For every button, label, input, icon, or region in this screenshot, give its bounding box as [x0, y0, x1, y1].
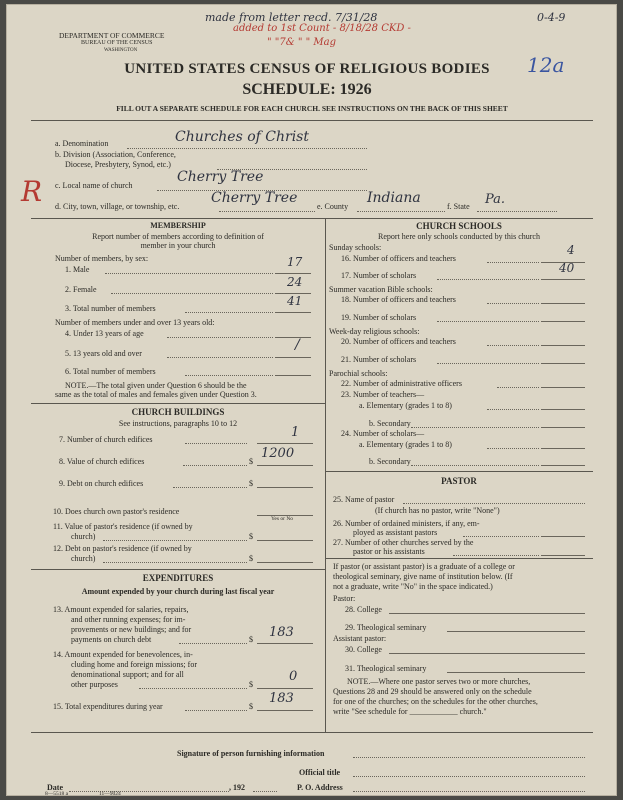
q26-label-1: 26. Number of ordained ministers, if any, em-	[333, 519, 480, 528]
q24-label: 24. Number of scholars—	[341, 429, 425, 438]
q7-label: 7. Number of church edifices	[59, 435, 153, 444]
bureau-city: WASHINGTON	[104, 48, 138, 53]
q24b-label: b. Secondary	[369, 457, 411, 466]
q21-label: 21. Number of scholars	[341, 355, 417, 364]
pastor-note-1: NOTE.—Where one pastor serves two or more churches,	[347, 677, 531, 686]
denomination-label: a. Denomination	[55, 139, 109, 148]
expenditures-title: EXPENDITURES	[142, 573, 214, 583]
by-age-heading: Number of members under and over 13 years old:	[55, 318, 215, 327]
q20-label: 20. Number of officers and teachers	[341, 337, 456, 346]
q22-label: 22. Number of administrative officers	[341, 379, 462, 388]
dollar-sign: $	[249, 680, 253, 689]
division-label-2: Diocese, Presbytery, Synod, etc.)	[65, 160, 171, 169]
pastor-note-4: write "See schedule for ____________ church."	[333, 707, 487, 716]
q5-value[interactable]: /	[295, 337, 300, 353]
q18-label: 18. Number of officers and teachers	[341, 295, 456, 304]
dollar-sign: $	[249, 702, 253, 711]
schools-title: CHURCH SCHOOLS	[416, 221, 502, 231]
q23-label: 23. Number of teachers—	[341, 390, 425, 399]
city-value[interactable]: Cherry Tree	[211, 190, 298, 206]
county-value[interactable]: Indiana	[367, 190, 421, 206]
q6-label: 6. Total number of members	[65, 367, 156, 376]
year-label: , 192	[229, 783, 245, 792]
dollar-sign: $	[249, 532, 253, 541]
church-name-label: c. Local name of church	[55, 181, 133, 190]
q13-label-3: provements or new buildings; and for	[71, 625, 192, 634]
state-label: f. State	[447, 202, 470, 211]
q2-label: 2. Female	[65, 285, 97, 294]
q1-value[interactable]: 17	[287, 255, 303, 269]
schools-intro: Report here only schools conducted by this church	[378, 232, 540, 241]
q13-label-2: and other running expenses; for im-	[71, 615, 186, 624]
q13-label-1: 13. Amount expended for salaries, repairs,	[53, 605, 189, 614]
graduate-note-1: If pastor (or assistant pastor) is a graduate of a college or	[333, 562, 515, 571]
yes-no-caption: Yes or No	[271, 516, 294, 522]
membership-intro-2: member in your church	[140, 241, 216, 250]
membership-note-2: same as the total of males and females given under Question 3.	[55, 390, 257, 399]
pastor-title: PASTOR	[441, 476, 477, 486]
q5-label: 5. 13 years old and over	[65, 349, 142, 358]
division-label-1: b. Division (Association, Conference,	[55, 150, 176, 159]
buildings-title: CHURCH BUILDINGS	[131, 407, 225, 417]
summer-heading: Summer vacation Bible schools:	[329, 285, 433, 294]
q30-label: 30. College	[345, 645, 382, 654]
state-value[interactable]: Pa.	[485, 192, 506, 207]
q13-value[interactable]: 183	[269, 625, 294, 640]
q14-label-4: other purposes	[71, 680, 118, 689]
pastor-note-2: Questions 28 and 29 should be answered only on the schedule	[333, 687, 532, 696]
schedule-title: SCHEDULE: 1926	[242, 81, 372, 98]
q29-label: 29. Theological seminary	[345, 623, 427, 632]
census-schedule-page	[6, 4, 617, 796]
q8-value[interactable]: 1200	[261, 446, 295, 461]
pastor-subheading: Pastor:	[333, 594, 356, 603]
expenditures-intro: Amount expended by your church during last fiscal year	[81, 587, 275, 596]
dollar-sign: $	[249, 554, 253, 563]
q14-label-3: denominational support; and for all	[71, 670, 184, 679]
county-label: e. County	[317, 202, 349, 211]
pastor-note-3: for one of the churches; on the schedules for the other churches,	[333, 697, 538, 706]
dollar-sign: $	[249, 479, 253, 488]
graduate-note-3: not a graduate, write "No" in the space indicated.)	[333, 582, 493, 591]
q25-note: (If church has no pastor, write "None")	[375, 506, 500, 515]
handwritten-note-2: added to 1st Count - 8/18/28 CKD -	[233, 23, 411, 34]
graduate-note-2: theological seminary, give name of institution below. (If	[333, 572, 513, 581]
church-name-value[interactable]: Cherry Tree	[177, 169, 264, 185]
bureau-name: BUREAU OF THE CENSUS	[81, 40, 153, 46]
form-title: UNITED STATES CENSUS OF RELIGIOUS BODIES	[124, 61, 490, 77]
assistant-subheading: Assistant pastor:	[333, 634, 387, 643]
parochial-heading: Parochial schools:	[329, 369, 388, 378]
q16-label: 16. Number of officers and teachers	[341, 254, 456, 263]
q11-label-2: church)	[71, 532, 96, 541]
file-code: 0-4-9	[537, 11, 566, 24]
q17-value[interactable]: 40	[559, 261, 575, 275]
dollar-sign: $	[249, 635, 253, 644]
q31-label: 31. Theological seminary	[345, 664, 427, 673]
dept-name: DEPARTMENT OF COMMERCE	[59, 31, 165, 40]
weekday-heading: Week-day religious schools:	[329, 327, 420, 336]
q14-label-2: cluding home and foreign missions; for	[71, 660, 197, 669]
po-address-label: P. O. Address	[297, 783, 343, 792]
q11-label-1: 11. Value of pastor's residence (if owned by	[53, 522, 193, 531]
q17-label: 17. Number of scholars	[341, 271, 417, 280]
q15-label: 15. Total expenditures during year	[53, 702, 163, 711]
q9-label: 9. Debt on church edifices	[59, 479, 144, 488]
q15-value[interactable]: 183	[269, 691, 294, 706]
form-number-2: 11—9024	[99, 791, 121, 797]
membership-title: MEMBERSHIP	[150, 221, 206, 230]
q25-label: 25. Name of pastor	[333, 495, 395, 504]
official-title-label: Official title	[299, 768, 341, 777]
by-sex-heading: Number of members, by sex:	[55, 254, 149, 263]
q27-label-1: 27. Number of other churches served by the	[333, 538, 474, 547]
q8-label: 8. Value of church edifices	[59, 457, 145, 466]
membership-intro-1: Report number of members according to definition of	[92, 232, 264, 241]
date-label: Date	[47, 783, 63, 792]
buildings-intro: See instructions, paragraphs 10 to 12	[118, 419, 238, 428]
signature-label: Signature of person furnishing information	[177, 749, 325, 758]
form-number: 8—5518 a	[45, 791, 69, 797]
q2-value[interactable]: 24	[287, 275, 303, 289]
q14-label-1: 14. Amount expended for benevolences, in-	[53, 650, 193, 659]
q14-value[interactable]: 0	[289, 669, 298, 684]
instruction-line: FILL OUT A SEPARATE SCHEDULE FOR EACH CHURCH. SEE INSTRUCTIONS ON THE BACK OF THIS SHEET	[116, 104, 508, 113]
handwritten-note-3: " "7& " " Mag	[267, 37, 336, 48]
dollar-sign: $	[249, 457, 253, 466]
q4-label: 4. Under 13 years of age	[65, 329, 144, 338]
denomination-value[interactable]: Churches of Christ	[175, 129, 309, 145]
q24a-label: a. Elementary (grades 1 to 8)	[359, 440, 452, 449]
membership-note-1: NOTE.—The total given under Question 6 should be the	[65, 381, 247, 390]
q23b-label: b. Secondary	[369, 419, 411, 428]
q12-label-1: 12. Debt on pastor's residence (if owned by	[53, 544, 192, 553]
q1-label: 1. Male	[65, 265, 90, 274]
q16-value[interactable]: 4	[567, 243, 575, 257]
q13-label-4: payments on church debt	[71, 635, 152, 644]
city-label: d. City, town, village, or township, etc.	[55, 202, 180, 211]
red-r-mark: R	[21, 175, 43, 208]
q27-label-2: pastor or his assistants	[353, 547, 425, 556]
q3-value[interactable]: 41	[287, 294, 303, 308]
q12-label-2: church)	[71, 554, 96, 563]
q3-label: 3. Total number of members	[65, 304, 156, 313]
q26-label-2: ployed as assistant pastors	[353, 528, 438, 537]
q28-label: 28. College	[345, 605, 382, 614]
box-number: 12a	[527, 53, 565, 77]
handwritten-note-1: made from letter recd. 7/31/28	[205, 11, 378, 24]
q10-label: 10. Does church own pastor's residence	[53, 507, 180, 516]
q7-value[interactable]: 1	[291, 425, 300, 440]
q23a-label: a. Elementary (grades 1 to 8)	[359, 401, 452, 410]
sunday-heading: Sunday schools:	[329, 243, 382, 252]
q19-label: 19. Number of scholars	[341, 313, 417, 322]
